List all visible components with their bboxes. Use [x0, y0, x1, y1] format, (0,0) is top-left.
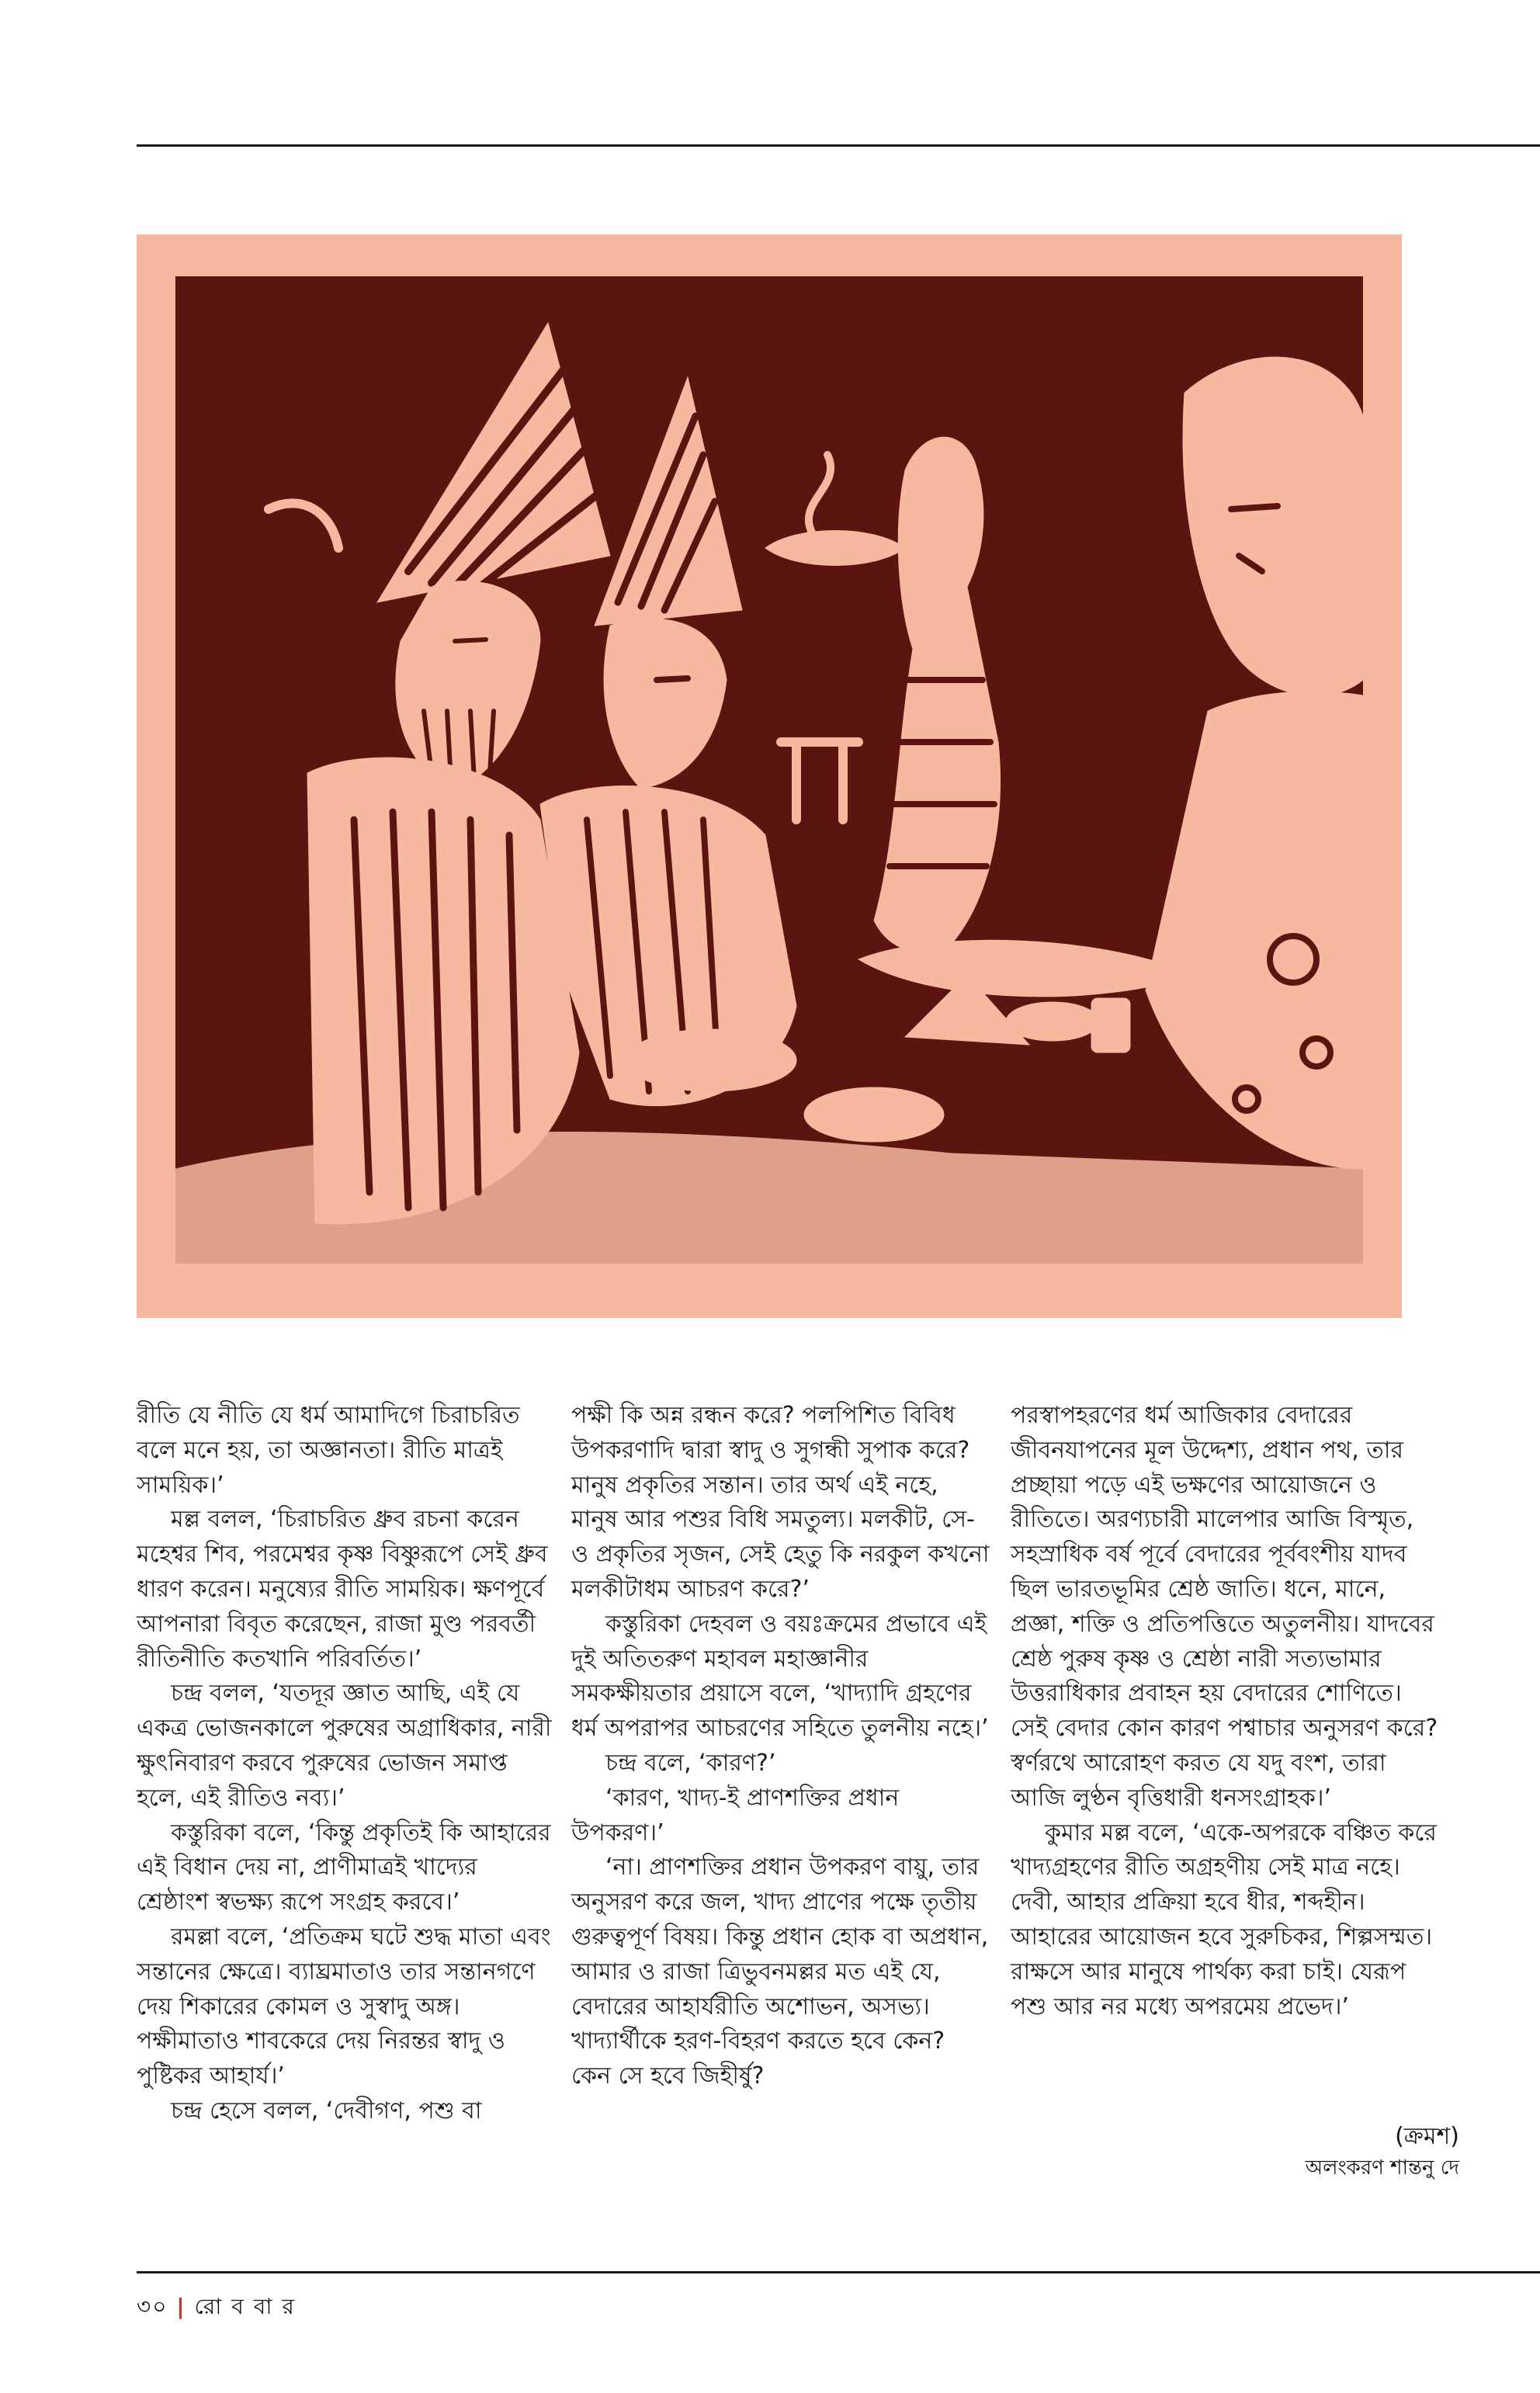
text-column-2 [571, 1399, 990, 2094]
paragraph: পক্ষী কি অন্ন রন্ধন করে? পলপিশিত বিবিধ উপকরণাদি দ্বারা স্বাদু ও সুগন্ধী সুপাক করে? মানুষ প্রকৃতির সন্তান। তার অর্থ এই নহে, মানুষ আর পশুর বিধি সমতুল্য। মলকীট, সে-ও প্রকৃতির সৃজন, সেই হেতু কি নরকুল কখনো মলকীটাধম আচরণ করে?’ [571, 1402, 990, 1603]
paragraph: কস্তুরিকা বলে, ‘কিন্তু প্রকৃতিই কি আহারের এই বিধান দেয় না, প্রাণীমাত্রই খাদ্যের শ্রেষ্ঠাংশ স্বভক্ষ্য রূপে সংগ্রহ করবে।’ [137, 1819, 551, 1916]
paragraph: চন্দ্র হেসে বলল, ‘দেবীগণ, পশু বা [171, 2096, 482, 2124]
page-number: ৩০ [137, 2294, 168, 2319]
text-column-3 [1011, 1399, 1445, 2024]
woodcut-feast-illustration [175, 276, 1363, 1264]
illustration-credit: অলংকরণ শান্তনু দে [1305, 2156, 1459, 2180]
magazine-name: রো ব বা র [194, 2294, 296, 2319]
paragraph: চন্দ্র বলল, ‘যতদূর জ্ঞাত আছি, এই যে একত্র ভোজনকালে পুরুষের অগ্রাধিকার, নারী ক্ষুৎনিবারণ করবে পুরুষের ভোজন সমাপ্ত হলে, এই রীতিও নব্য।’ [137, 1680, 552, 1812]
bottom-rule [137, 2271, 1540, 2273]
paragraph: চন্দ্র বলে, ‘কারণ?’ [605, 1749, 776, 1777]
text-column-1 [137, 1399, 556, 2129]
paragraph: ‘না। প্রাণশক্তির প্রধান উপকরণ বায়ু, তার অনুসরণ করে জল, খাদ্য প্রাণের পক্ষে তৃতীয় গুরুত্বপূর্ণ বিষয়। কিন্তু প্রধান হোক বা অপ্রধান, আমার ও রাজা ত্রিভুবনমল্লর মত এই যে, বেদারের আহার্যরীতি অশোভন, অসভ্য। খাদ্যার্থীকে হরণ-বিহরণ করতে হবে কেন? কেন সে হবে জিহীর্ষু? [571, 1854, 989, 2090]
paragraph: পরস্বাপহরণের ধর্ম আজিকার বেদারের জীবনযাপনের মূল উদ্দেশ্য, প্রধান পথ, তার প্রচ্ছায়া পড়ে এই ভক্ষণের আয়োজনে ও রীতিতে। অরণ্যচারী মালেপার আজি বিস্মৃত, সহস্রাধিক বর্ষ পূর্বে বেদারের পূর্ববংশীয় যাদব ছিল ভারতভূমির শ্রেষ্ঠ জাতি। ধনে, মানে, প্রজ্ঞা, শক্তি ও প্রতিপত্তিতে অতুলনীয়। যাদবের শ্রেষ্ঠ পুরুষ কৃষ্ণ ও শ্রেষ্ঠা নারী সত্যভামার উত্তরাধিকার প্রবাহন হয় বেদারের শোণিতে। সেই বেদার কোন কারণ পশ্বাচার অনুসরণ করে? স্বর্ণরথে আরোহণ করত যে যদু বংশ, তারা আজি লুণ্ঠন বৃত্তিধারী ধনসংগ্রাহক।’ [1011, 1402, 1438, 1812]
paragraph: রীতি যে নীতি যে ধর্ম আমাদিগে চিরাচরিত বলে মনে হয়, তা অজ্ঞানতা। রীতি মাত্রই সাময়িক।’ [137, 1402, 520, 1499]
paragraph: কুমার মল্ল বলে, ‘একে-অপরকে বঞ্চিত করে খাদ্যগ্রহণের রীতি অগ্রহণীয় সেই মাত্র নহে। দেবী, আহার প্রক্রিয়া হবে ধীর, শব্দহীন। আহারের আয়োজন হবে সুরুচিকর, শিল্পসম্মত। রাক্ষসে আর মানুষে পার্থক্য করা চাই। যেরূপ পশু আর নর মধ্যে অপরমেয় প্রভেদ।’ [1011, 1819, 1437, 2020]
continued-note: (ক্রমশ) [1395, 2123, 1459, 2150]
folio-separator: | [176, 2294, 186, 2319]
page-footer [137, 2290, 296, 2326]
top-rule [137, 144, 1540, 147]
paragraph: রমল্লা বলে, ‘প্রতিক্রম ঘটে শুদ্ধ মাতা এবং সন্তানের ক্ষেত্রে। ব্যাঘ্রমাতাও তার সন্তানগণে দেয় শিকারের কোমল ও সুস্বাদু অঙ্গ। পক্ষীমাতাও শাবকেরে দেয় নিরন্তর স্বাদু ও পুষ্টিকর আহার্য।’ [137, 1923, 551, 2090]
paragraph: কস্তুরিকা দেহবল ও বয়ঃক্রমের প্রভাবে এই দুই অতিতরুণ মহাবল মহাজ্ঞানীর সমকক্ষীয়তার প্রয়াসে বলে, ‘খাদ্যাদি গ্রহণের ধর্ম অপরাপর আচরণের সহিতে তুলনীয় নহে।’ [571, 1610, 989, 1743]
illustration-frame [137, 234, 1402, 1318]
paragraph: মল্ল বলল, ‘চিরাচরিত ধ্রুব রচনা করেন মহেশ্বর শিব, পরমেশ্বর কৃষ্ণ বিষ্ণুরূপে সেই ধ্রুব ধারণ করেন। মনুষ্যের রীতি সাময়িক। ক্ষণপূর্বে আপনারা বিবৃত করেছেন, রাজা মুণ্ড পরবর্তী রীতিনীতি কতখানি পরিবর্তিত।’ [137, 1506, 548, 1673]
paragraph: ‘কারণ, খাদ্য-ই প্রাণশক্তির প্রধান উপকরণ।’ [571, 1784, 900, 1847]
